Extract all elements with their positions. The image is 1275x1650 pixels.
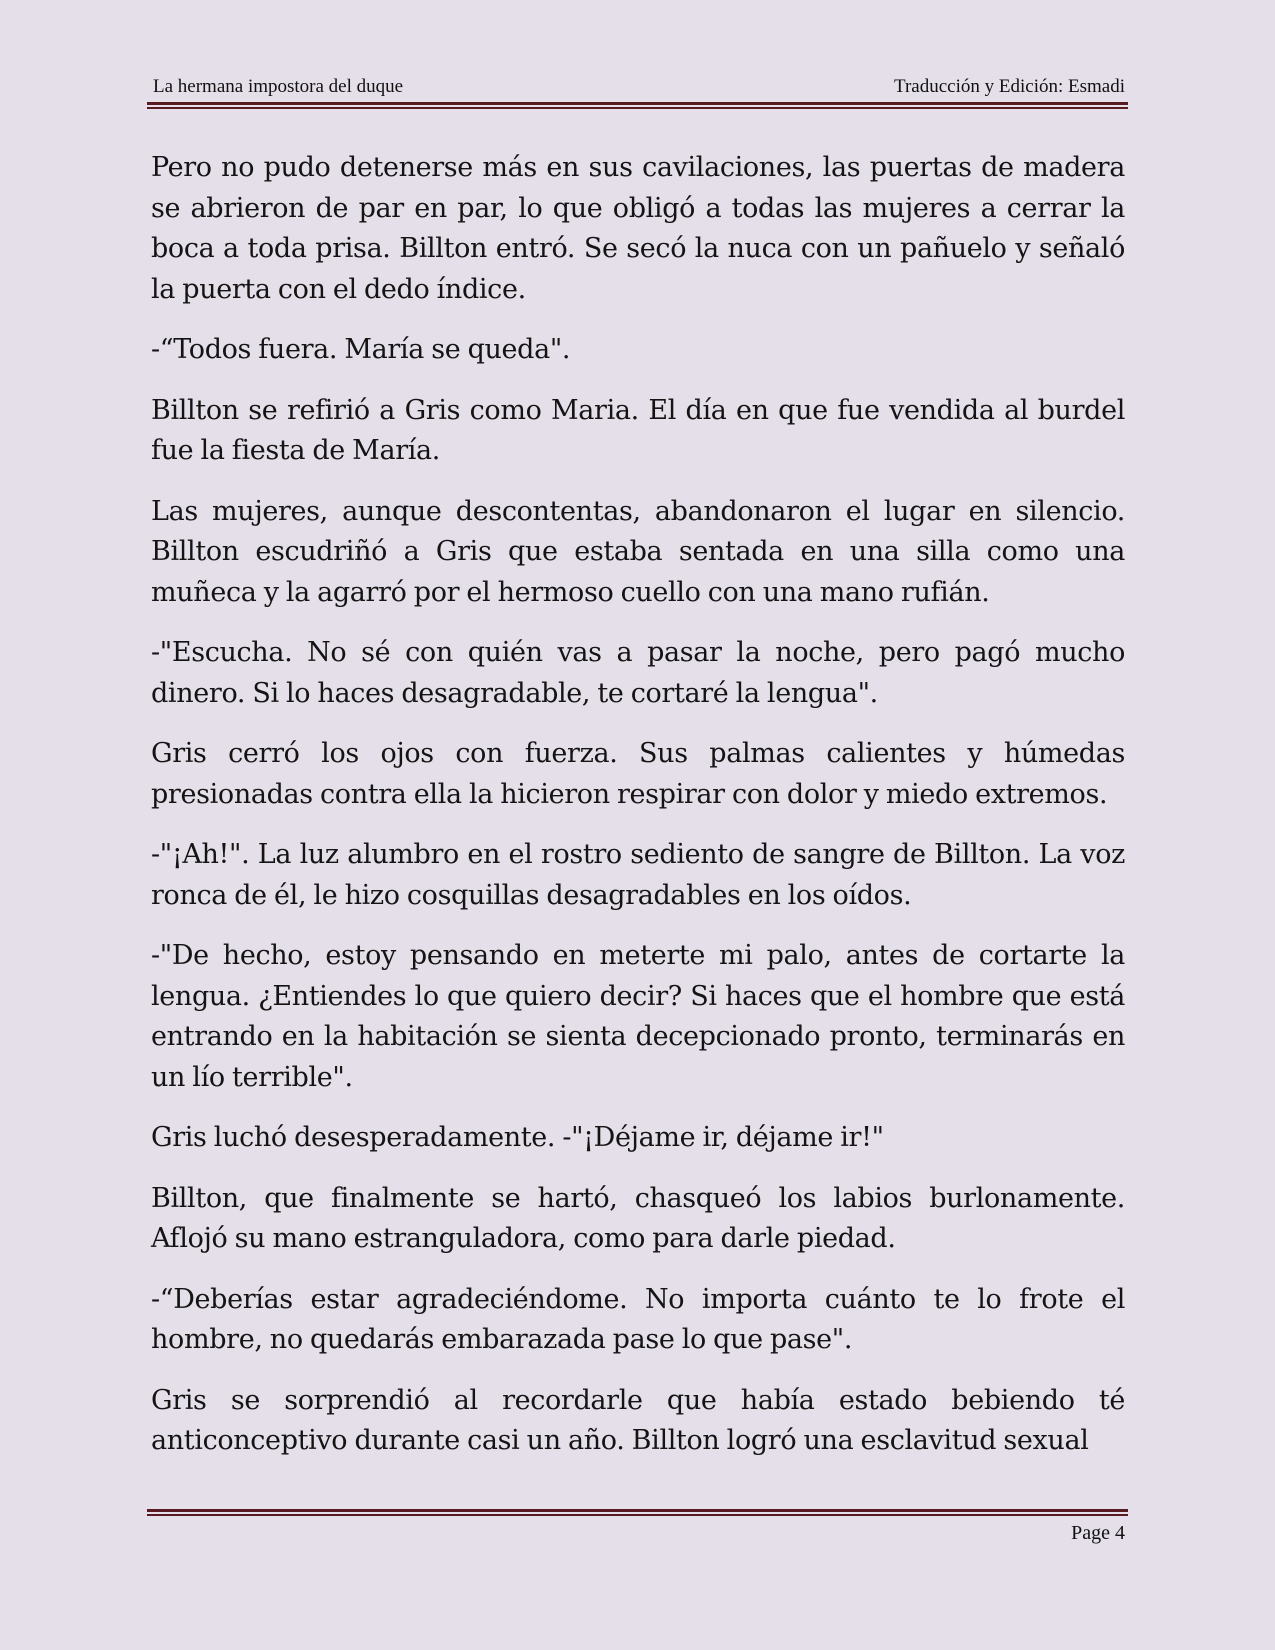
footer-divider bbox=[147, 1509, 1128, 1516]
paragraph: Pero no pudo detenerse más en sus cavilaciones, las puertas de madera se abrieron de par en par, lo que obligó a todas las mujeres a cerrar la boca a toda prisa. Billton entró. Se secó la nuca con un pañuelo y señaló la puerta con el dedo índice. bbox=[151, 152, 1125, 305]
page-header bbox=[151, 76, 1125, 102]
header-divider bbox=[147, 102, 1128, 109]
paragraph: -“Todos fuera. María se queda". bbox=[151, 334, 571, 365]
translation-credit: Traducción y Edición: Esmadi bbox=[894, 76, 1125, 97]
book-title: La hermana impostora del duque bbox=[153, 76, 404, 97]
paragraph: Gris se sorprendió al recordarle que había estado bebiendo té anticonceptivo durante casi un año. Billton logró una esclavitud sexual bbox=[151, 1384, 1125, 1456]
paragraph: -"Escucha. No sé con quién vas a pasar la noche, pero pagó mucho dinero. Si lo haces desagradable, te cortaré la lengua". bbox=[151, 637, 1125, 709]
paragraph: Gris cerró los ojos con fuerza. Sus palmas calientes y húmedas presionadas contra ella la hicieron respirar con dolor y miedo extremos. bbox=[151, 738, 1125, 810]
paragraph: Las mujeres, aunque descontentas, abandonaron el lugar en silencio. Billton escudriñó a Gris que estaba sentada en una silla como una muñeca y la agarró por el hermoso cuello con una mano rufián. bbox=[151, 495, 1125, 608]
paragraph: -"De hecho, estoy pensando en meterte mi palo, antes de cortarte la lengua. ¿Entiendes lo que quiero decir? Si haces que el hombre que está entrando en la habitación se sienta decepcionado pronto, terminarás en un lío terrible". bbox=[151, 940, 1125, 1093]
paragraph: Gris luchó desesperadamente. -"¡Déjame ir, déjame ir!" bbox=[151, 1122, 884, 1153]
paragraph: -"¡Ah!". La luz alumbro en el rostro sediento de sangre de Billton. La voz ronca de él, le hizo cosquillas desagradables en los oídos. bbox=[151, 839, 1125, 911]
paragraph: -“Deberías estar agradeciéndome. No importa cuánto te lo frote el hombre, no quedarás embarazada pase lo que pase". bbox=[151, 1283, 1125, 1355]
page-number: Page 4 bbox=[1071, 1522, 1125, 1544]
paragraph: Billton, que finalmente se hartó, chasqueó los labios burlonamente. Aflojó su mano estranguladora, como para darle piedad. bbox=[151, 1182, 1125, 1254]
paragraph: Billton se refirió a Gris como Maria. El día en que fue vendida al burdel fue la fiesta de María. bbox=[151, 394, 1125, 466]
body-text bbox=[151, 148, 1125, 1482]
